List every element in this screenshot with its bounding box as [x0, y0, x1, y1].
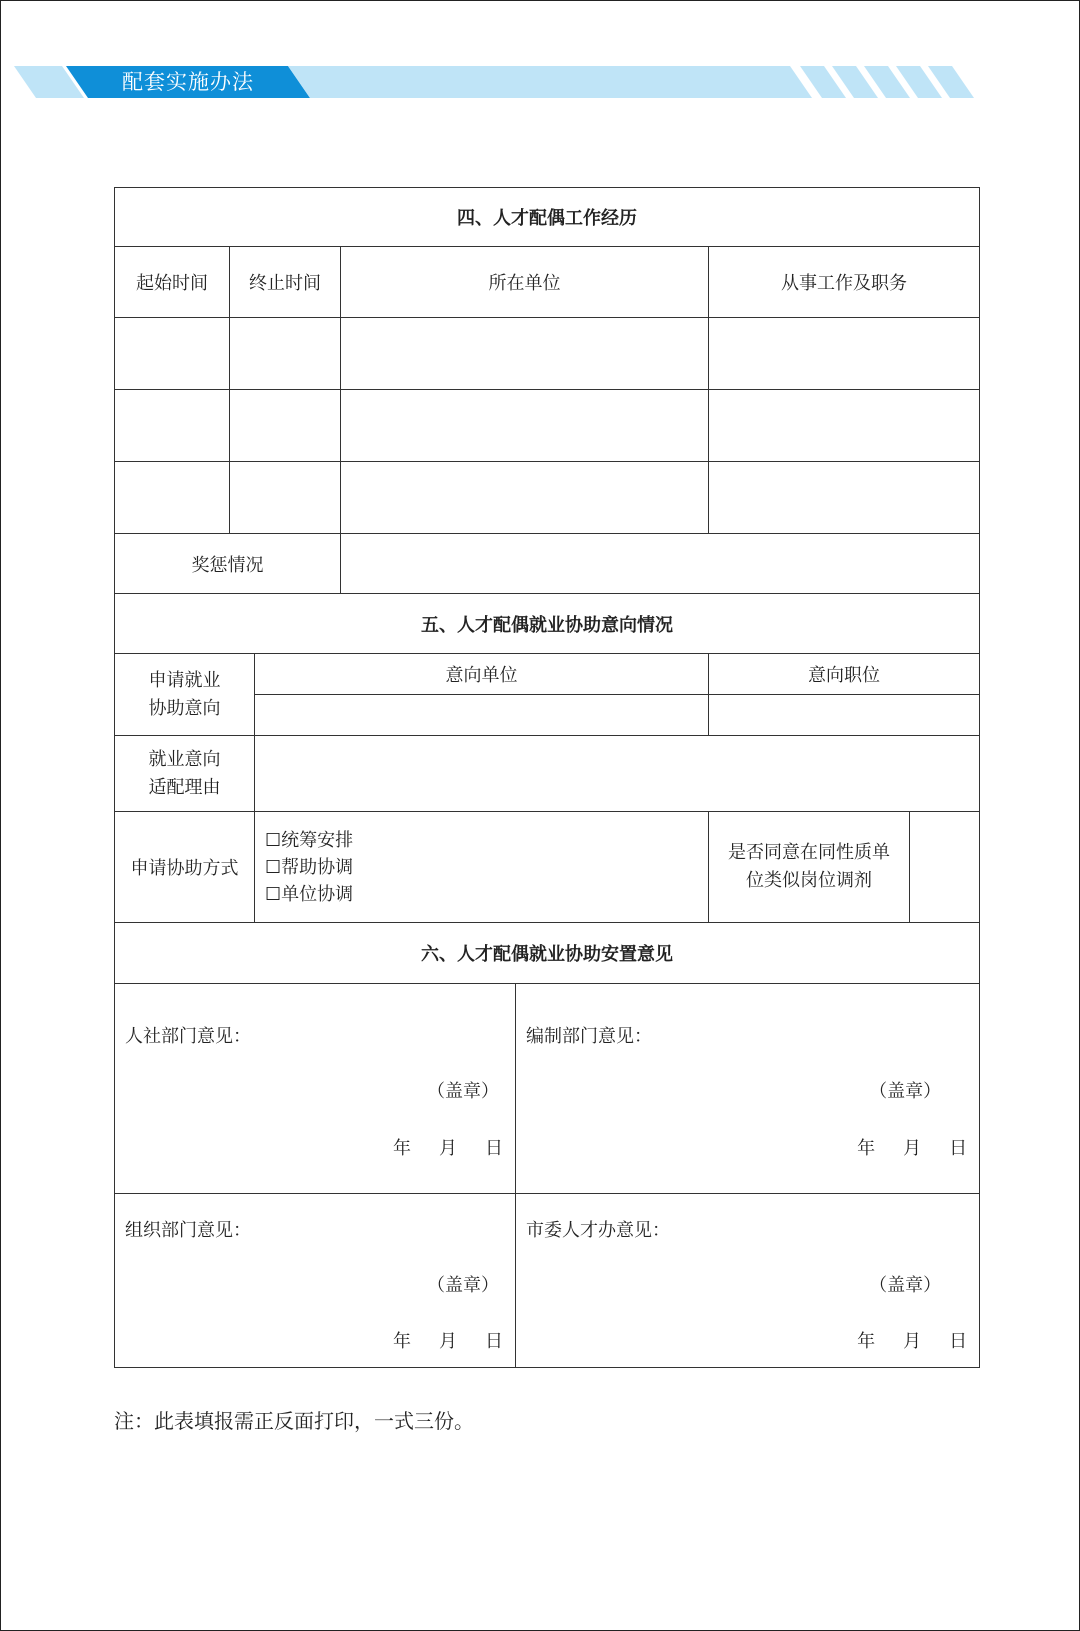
talent-office-opinion-box[interactable] — [516, 1194, 980, 1368]
section4-column-header-row — [115, 247, 980, 318]
col-job-title: 从事工作及职务 — [709, 247, 980, 318]
day-label: 日 — [485, 1331, 503, 1352]
start-time-cell[interactable] — [115, 390, 230, 462]
year-label: 年 — [393, 1331, 411, 1352]
work-history-row — [115, 462, 980, 534]
year-label: 年 — [857, 1138, 876, 1159]
col-start-time: 起始时间 — [115, 247, 230, 318]
similar-post-field[interactable] — [910, 812, 980, 923]
hr-dept-opinion-label: 人社部门意见： — [125, 1026, 251, 1047]
end-time-cell[interactable] — [230, 462, 341, 534]
date-line — [829, 1327, 967, 1353]
month-label: 月 — [903, 1331, 922, 1352]
intent-unit-field[interactable] — [255, 695, 709, 736]
org-dept-opinion-box[interactable] — [115, 1194, 516, 1368]
employer-cell[interactable] — [341, 390, 709, 462]
day-label: 日 — [485, 1138, 503, 1159]
job-title-cell[interactable] — [709, 390, 980, 462]
option-unit-coordinate-checkbox[interactable]: ☐单位协调 — [265, 883, 354, 905]
end-time-cell[interactable] — [230, 390, 341, 462]
intent-position-field[interactable] — [709, 695, 980, 736]
similar-post-label-line: 是否同意在同性质单 — [728, 842, 890, 863]
section6-header-row — [115, 923, 980, 984]
similar-post-label-line: 位类似岗位调剂 — [746, 870, 872, 891]
staffing-dept-opinion-box[interactable] — [516, 984, 980, 1194]
seal-label: （盖章） — [869, 1275, 942, 1296]
start-time-cell[interactable] — [115, 462, 230, 534]
end-time-cell[interactable] — [230, 318, 341, 390]
section5-header-row — [115, 594, 980, 654]
awards-label: 奖惩情况 — [115, 534, 341, 594]
reason-field[interactable] — [255, 736, 980, 812]
option-help-coordinate-checkbox[interactable]: ☐帮助协调 — [265, 856, 354, 878]
reason-label — [115, 736, 255, 812]
method-row — [115, 812, 980, 923]
date-line — [829, 1134, 967, 1160]
opinion-row — [115, 1194, 980, 1368]
hr-dept-opinion-box[interactable] — [115, 984, 516, 1194]
awards-row — [115, 534, 980, 594]
date-line — [365, 1134, 503, 1160]
staffing-dept-opinion-label: 编制部门意见： — [526, 1026, 652, 1047]
employer-cell[interactable] — [341, 318, 709, 390]
org-dept-opinion-label: 组织部门意见： — [125, 1220, 251, 1241]
print-note: 注：此表填报需正反面打印，一式三份。 — [114, 1409, 474, 1433]
method-label: 申请协助方式 — [115, 812, 255, 923]
intent-label — [115, 654, 255, 736]
reason-label-line: 适配理由 — [148, 776, 221, 798]
month-label: 月 — [903, 1138, 922, 1159]
section5-title: 五、人才配偶就业协助意向情况 — [115, 594, 980, 654]
work-history-row — [115, 390, 980, 462]
section4-title: 四、人才配偶工作经历 — [115, 188, 980, 247]
col-employer: 所在单位 — [341, 247, 709, 318]
option-overall-arrangement-checkbox[interactable]: ☐统筹安排 — [265, 829, 354, 851]
section6-title: 六、人才配偶就业协助安置意见 — [115, 923, 980, 984]
job-title-cell[interactable] — [709, 318, 980, 390]
seal-label: （盖章） — [427, 1275, 499, 1296]
day-label: 日 — [949, 1138, 968, 1159]
seal-label: （盖章） — [427, 1081, 499, 1102]
intent-unit-header: 意向单位 — [255, 654, 709, 695]
section4-header-row — [115, 188, 980, 247]
employer-cell[interactable] — [341, 462, 709, 534]
day-label: 日 — [949, 1331, 968, 1352]
awards-field[interactable] — [341, 534, 980, 594]
reason-label-line: 就业意向 — [148, 748, 221, 770]
opinion-row — [115, 984, 980, 1194]
work-history-row — [115, 318, 980, 390]
month-label: 月 — [439, 1331, 457, 1352]
intent-header-row — [115, 654, 980, 695]
col-end-time: 终止时间 — [230, 247, 341, 318]
header-title: 配套实施办法 — [122, 70, 254, 94]
reason-row — [115, 736, 980, 812]
year-label: 年 — [857, 1331, 876, 1352]
month-label: 月 — [439, 1138, 457, 1159]
seal-label: （盖章） — [869, 1081, 942, 1102]
talent-office-opinion-label: 市委人才办意见： — [526, 1220, 670, 1241]
spouse-form-table — [114, 187, 980, 1368]
intent-label-line: 协助意向 — [148, 697, 221, 719]
intent-position-header: 意向职位 — [709, 654, 980, 695]
year-label: 年 — [393, 1138, 411, 1159]
intent-label-line: 申请就业 — [148, 669, 221, 691]
date-line — [365, 1327, 503, 1353]
similar-post-label — [709, 812, 910, 923]
start-time-cell[interactable] — [115, 318, 230, 390]
job-title-cell[interactable] — [709, 462, 980, 534]
method-options — [255, 812, 709, 923]
